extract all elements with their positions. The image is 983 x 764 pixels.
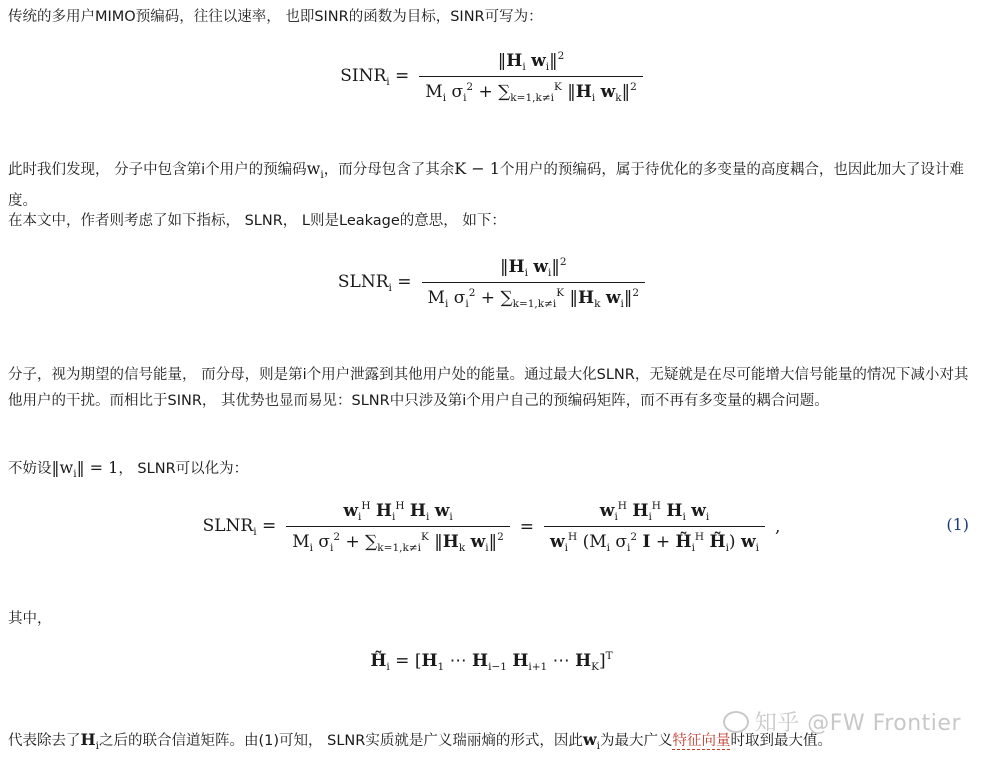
equation-h-tilde: $H̃_i = [H_1$ ⋯ $H_{i-1}$ $H_{i+1}$ ⋯ $H_K]^T$	[370, 650, 613, 673]
paragraph-intro: 传统的多用户MIMO预编码，往往以速率， 也即SINR的函数为目标，SINR可写为：	[8, 9, 543, 25]
paragraph-where: 其中，	[8, 611, 52, 627]
watermark-text: 知乎 @FW Frontier	[754, 711, 961, 736]
eigenvector-link[interactable]: 特征向量	[672, 733, 731, 749]
equation-slnr-rayleigh: $SLNR_i$ = $\frac{w_i^H H_i^H H_i w_i}{M_i \sigma_i^2 + \sum_{k=1,k\ne i}^K ‖H_k w_i‖^2}$ = $\frac{w_i^H H_i^H H_i w_i}{w_i^H (M_i \sigma_i^2 I + H̃_i^H H̃_i) w_i}$ ,	[202, 500, 781, 554]
zhihu-logo-icon	[723, 711, 749, 733]
watermark	[723, 706, 961, 737]
paragraph-slnr-intro: 在本文中，作者则考虑了如下指标， SLNR， L则是Leakage的意思， 如下：	[8, 213, 506, 229]
paragraph-normalize: 不妨设$‖w_i‖ = 1$， SLNR可以化为：	[8, 458, 249, 480]
paragraph-coupling: 此时我们发现， 分子中包含第i个用户的预编码$w_i$，而分母包含了其余K − 1个用户的预编码，属于待优化的多变量的高度耦合，也因此加大了设计难度。	[8, 159, 964, 209]
equation-sinr: $SINR_i$ = $\frac{‖H_i w_i‖^2}{M_i \sigma_i^2 + \sum_{k=1,k\ne i}^K ‖H_i w_k‖^2}$	[0, 50, 983, 104]
equation-slnr: $SLNR_i$ = $\frac{‖H_i w_i‖^2}{M_i \sigma_i^2 + \sum_{k=1,k\ne i}^K ‖H_k w_i‖^2}$	[0, 256, 983, 310]
paragraph-explanation: 分子，视为期望的信号能量， 而分母，则是第i个用户泄露到其他用户处的能量。通过最大化SLNR，无疑就是在尽可能增大信号能量的情况下减小对其他用户的干扰。而相比于SINR， 其优势也显而易见：SLNR中只涉及第i个用户自己的预编码矩阵，而不再有多变量的耦合问题。	[8, 367, 969, 409]
equation-number: (1)	[946, 515, 969, 534]
paragraph-conclusion: 代表除去了$H_i$之后的联合信道矩阵。由(1)可知， SLNR实质就是广义瑞丽熵的形式，因此$w_i$为最大广义特征向量时取到最大值。	[8, 730, 832, 752]
